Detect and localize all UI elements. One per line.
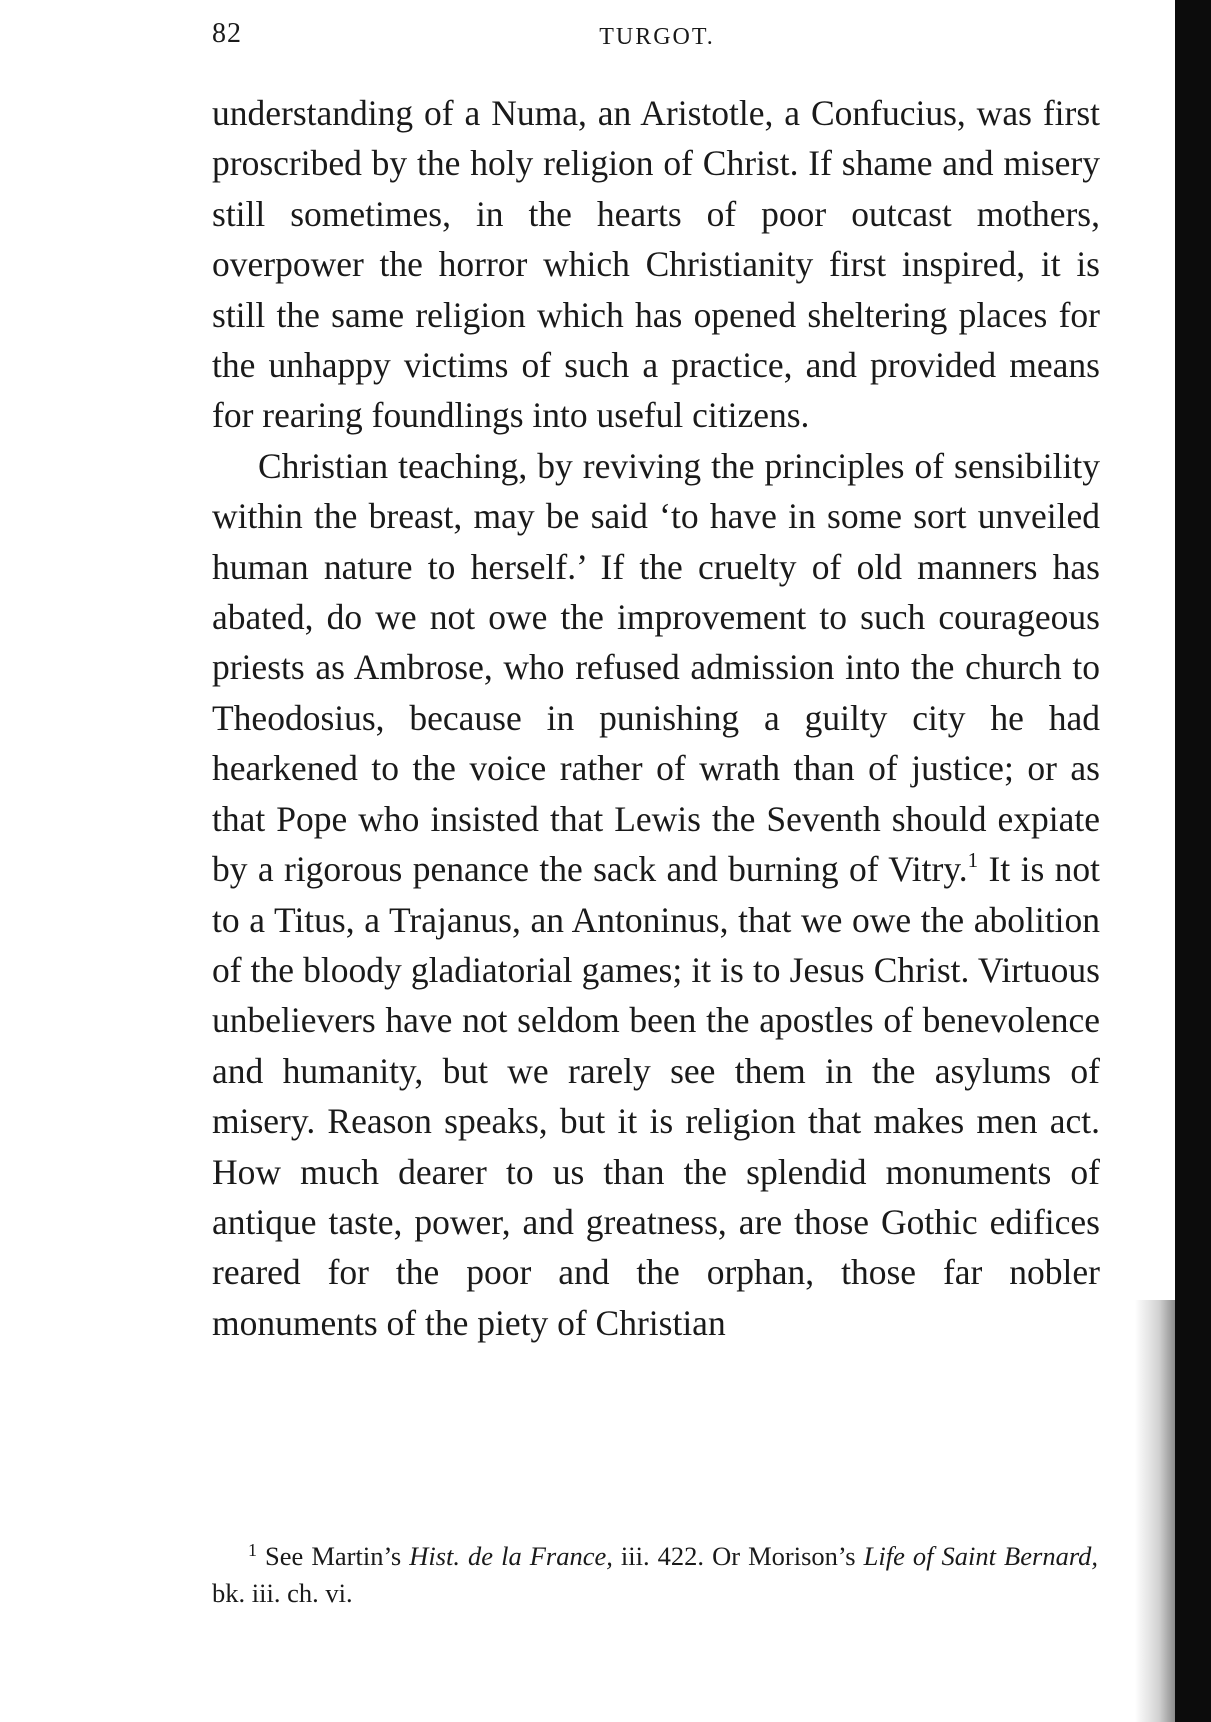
footnote-title-2: Life of Saint Bernard, (863, 1541, 1099, 1571)
footnote-text-3: bk. iii. ch. vi. (212, 1578, 353, 1608)
page-number: 82 (212, 18, 242, 49)
running-head: TURGOT. (599, 24, 715, 50)
paragraph-2 (212, 441, 1100, 1348)
footnote-title-1: Hist. de la France, (409, 1541, 613, 1571)
paragraph-1: understanding of a Numa, an Aristotle, a Confucius, was first proscribed by the holy religion of Christ. If shame and misery still sometimes, in the hearts of poor outcast mothers, overpower the horror which Christianity first inspired, it is still the same religion which has opened sheltering places for the unhappy victims of such a practice, and provided means for rearing foundlings into useful citizens. (212, 93, 1100, 436)
footnote-text-2: iii. 422. Or Morison’s (612, 1541, 864, 1571)
binding-shadow (1135, 1300, 1175, 1722)
paragraph-2-part-1: Christian teaching, by reviving the principles of sensibility within the breast, may be said ‘to have in some sort unveiled human nature to herself.’ If the cruelty of old manners has abated, do we not owe the improvement to such courageous priests as Ambrose, who refused admission into the church to Theodosius, because in punishing a guilty city he had hearkened to the voice rather of wrath than of justice; or as that Pope who insisted that Lewis the Seventh should expiate by a rigorous penance the sack and burning of Vitry. (212, 445, 1100, 890)
body-text (212, 88, 1100, 1348)
footnote-text-1: See Martin’s (257, 1541, 410, 1571)
footnote (212, 1538, 1098, 1612)
footnote-marker: 1 (248, 1540, 257, 1560)
paragraph-2-part-2: It is not to a Titus, a Trajanus, an Antoninus, that we owe the abolition of the bloody gladiatorial games; it is to Jesus Christ. Virtuous unbelievers have not seldom been the apostles of benevolence and humanity, but we rarely see them in the asylums of misery. Reason speaks, but it is religion that makes men act. How much dearer to us than the splendid monuments of antique taste, power, and greatness, are those Gothic edifices reared for the poor and the orphan, those far nobler monuments of the piety of Christian (212, 849, 1100, 1343)
footnote-reference: 1 (967, 848, 979, 873)
page-header (212, 18, 1102, 68)
page-binding-edge (1175, 0, 1211, 1722)
